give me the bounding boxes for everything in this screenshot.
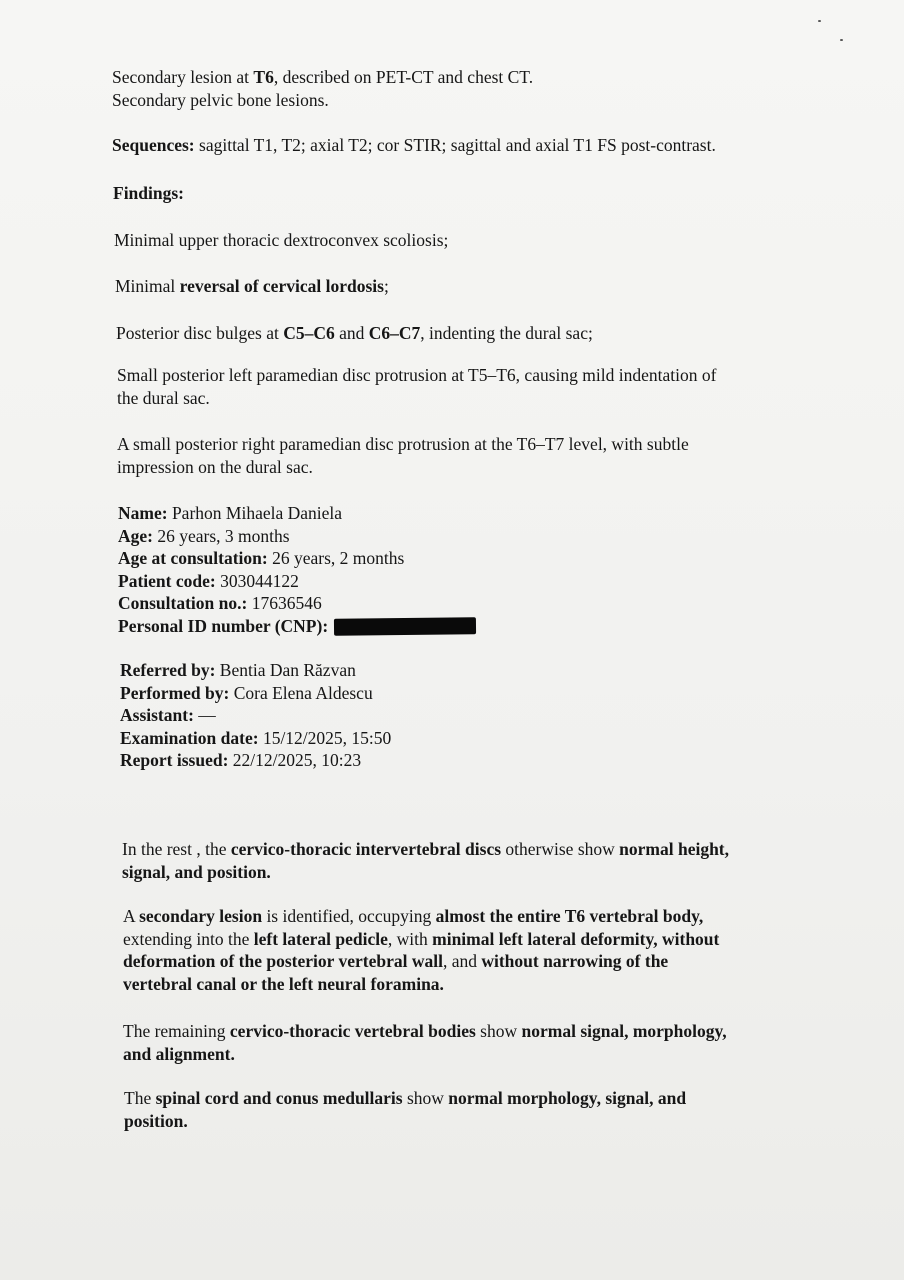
conclusion-para-1: In the rest , the cervico-thoracic intervertebral discs otherwise show normal height, signal, and position.	[122, 839, 730, 882]
finding-item-1: Minimal upper thoracic dextroconvex scoliosis;	[114, 230, 449, 250]
sequences-line: Sequences: sagittal T1, T2; axial T2; cor STIR; sagittal and axial T1 FS post-contrast.	[112, 135, 716, 155]
exam-date-row: Examination date: 15/12/2025, 15:50	[120, 727, 392, 748]
cnp-row: Personal ID number (CNP):	[118, 615, 476, 638]
scan-speck	[818, 20, 821, 22]
staff-info	[120, 659, 391, 772]
assistant-row: Assistant: —	[120, 705, 216, 725]
patient-age-consult-row: Age at consultation: 26 years, 2 months	[118, 548, 405, 568]
finding-item-4: Small posterior left paramedian disc protrusion at T5–T6, causing mild indentation of the dural sac.	[117, 365, 717, 408]
history-section	[112, 66, 533, 111]
finding-item-3: Posterior disc bulges at C5–C6 and C6–C7, indenting the dural sac;	[116, 323, 593, 343]
patient-info	[118, 502, 476, 637]
report-issued-row: Report issued: 22/12/2025, 10:23	[120, 750, 362, 770]
finding-item-2: Minimal reversal of cervical lordosis;	[115, 276, 389, 296]
referred-by-row: Referred by: Bentia Dan Răzvan	[120, 660, 356, 680]
consultation-no-row: Consultation no.: 17636546	[118, 593, 322, 613]
performed-by-row: Performed by: Cora Elena Aldescu	[120, 682, 373, 703]
history-line-2: Secondary pelvic bone lesions.	[112, 89, 329, 110]
history-line-1: Secondary lesion at T6, described on PET-CT and chest CT.	[112, 67, 534, 87]
patient-age-row: Age: 26 years, 3 months	[118, 525, 290, 546]
finding-item-5: A small posterior right paramedian disc protrusion at the T6–T7 level, with subtle impression on the dural sac.	[117, 434, 689, 477]
conclusion-para-2: A secondary lesion is identified, occupying almost the entire T6 vertebral body, extending into the left lateral pedicle, with minimal left lateral deformity, without deformation of the posterior vertebral wall, and without narrowing of the vertebral canal or the left neural foramina.	[123, 906, 720, 994]
redaction-mark	[334, 617, 476, 635]
scan-speck	[840, 39, 843, 41]
patient-name-row: Name: Parhon Mihaela Daniela	[118, 503, 343, 523]
patient-code-row: Patient code: 303044122	[118, 570, 299, 591]
conclusion-para-4: The spinal cord and conus medullaris show normal morphology, signal, and position.	[124, 1088, 687, 1131]
conclusion-para-3: The remaining cervico-thoracic vertebral bodies show normal signal, morphology, and alignment.	[123, 1021, 727, 1064]
findings-heading: Findings:	[113, 183, 184, 203]
